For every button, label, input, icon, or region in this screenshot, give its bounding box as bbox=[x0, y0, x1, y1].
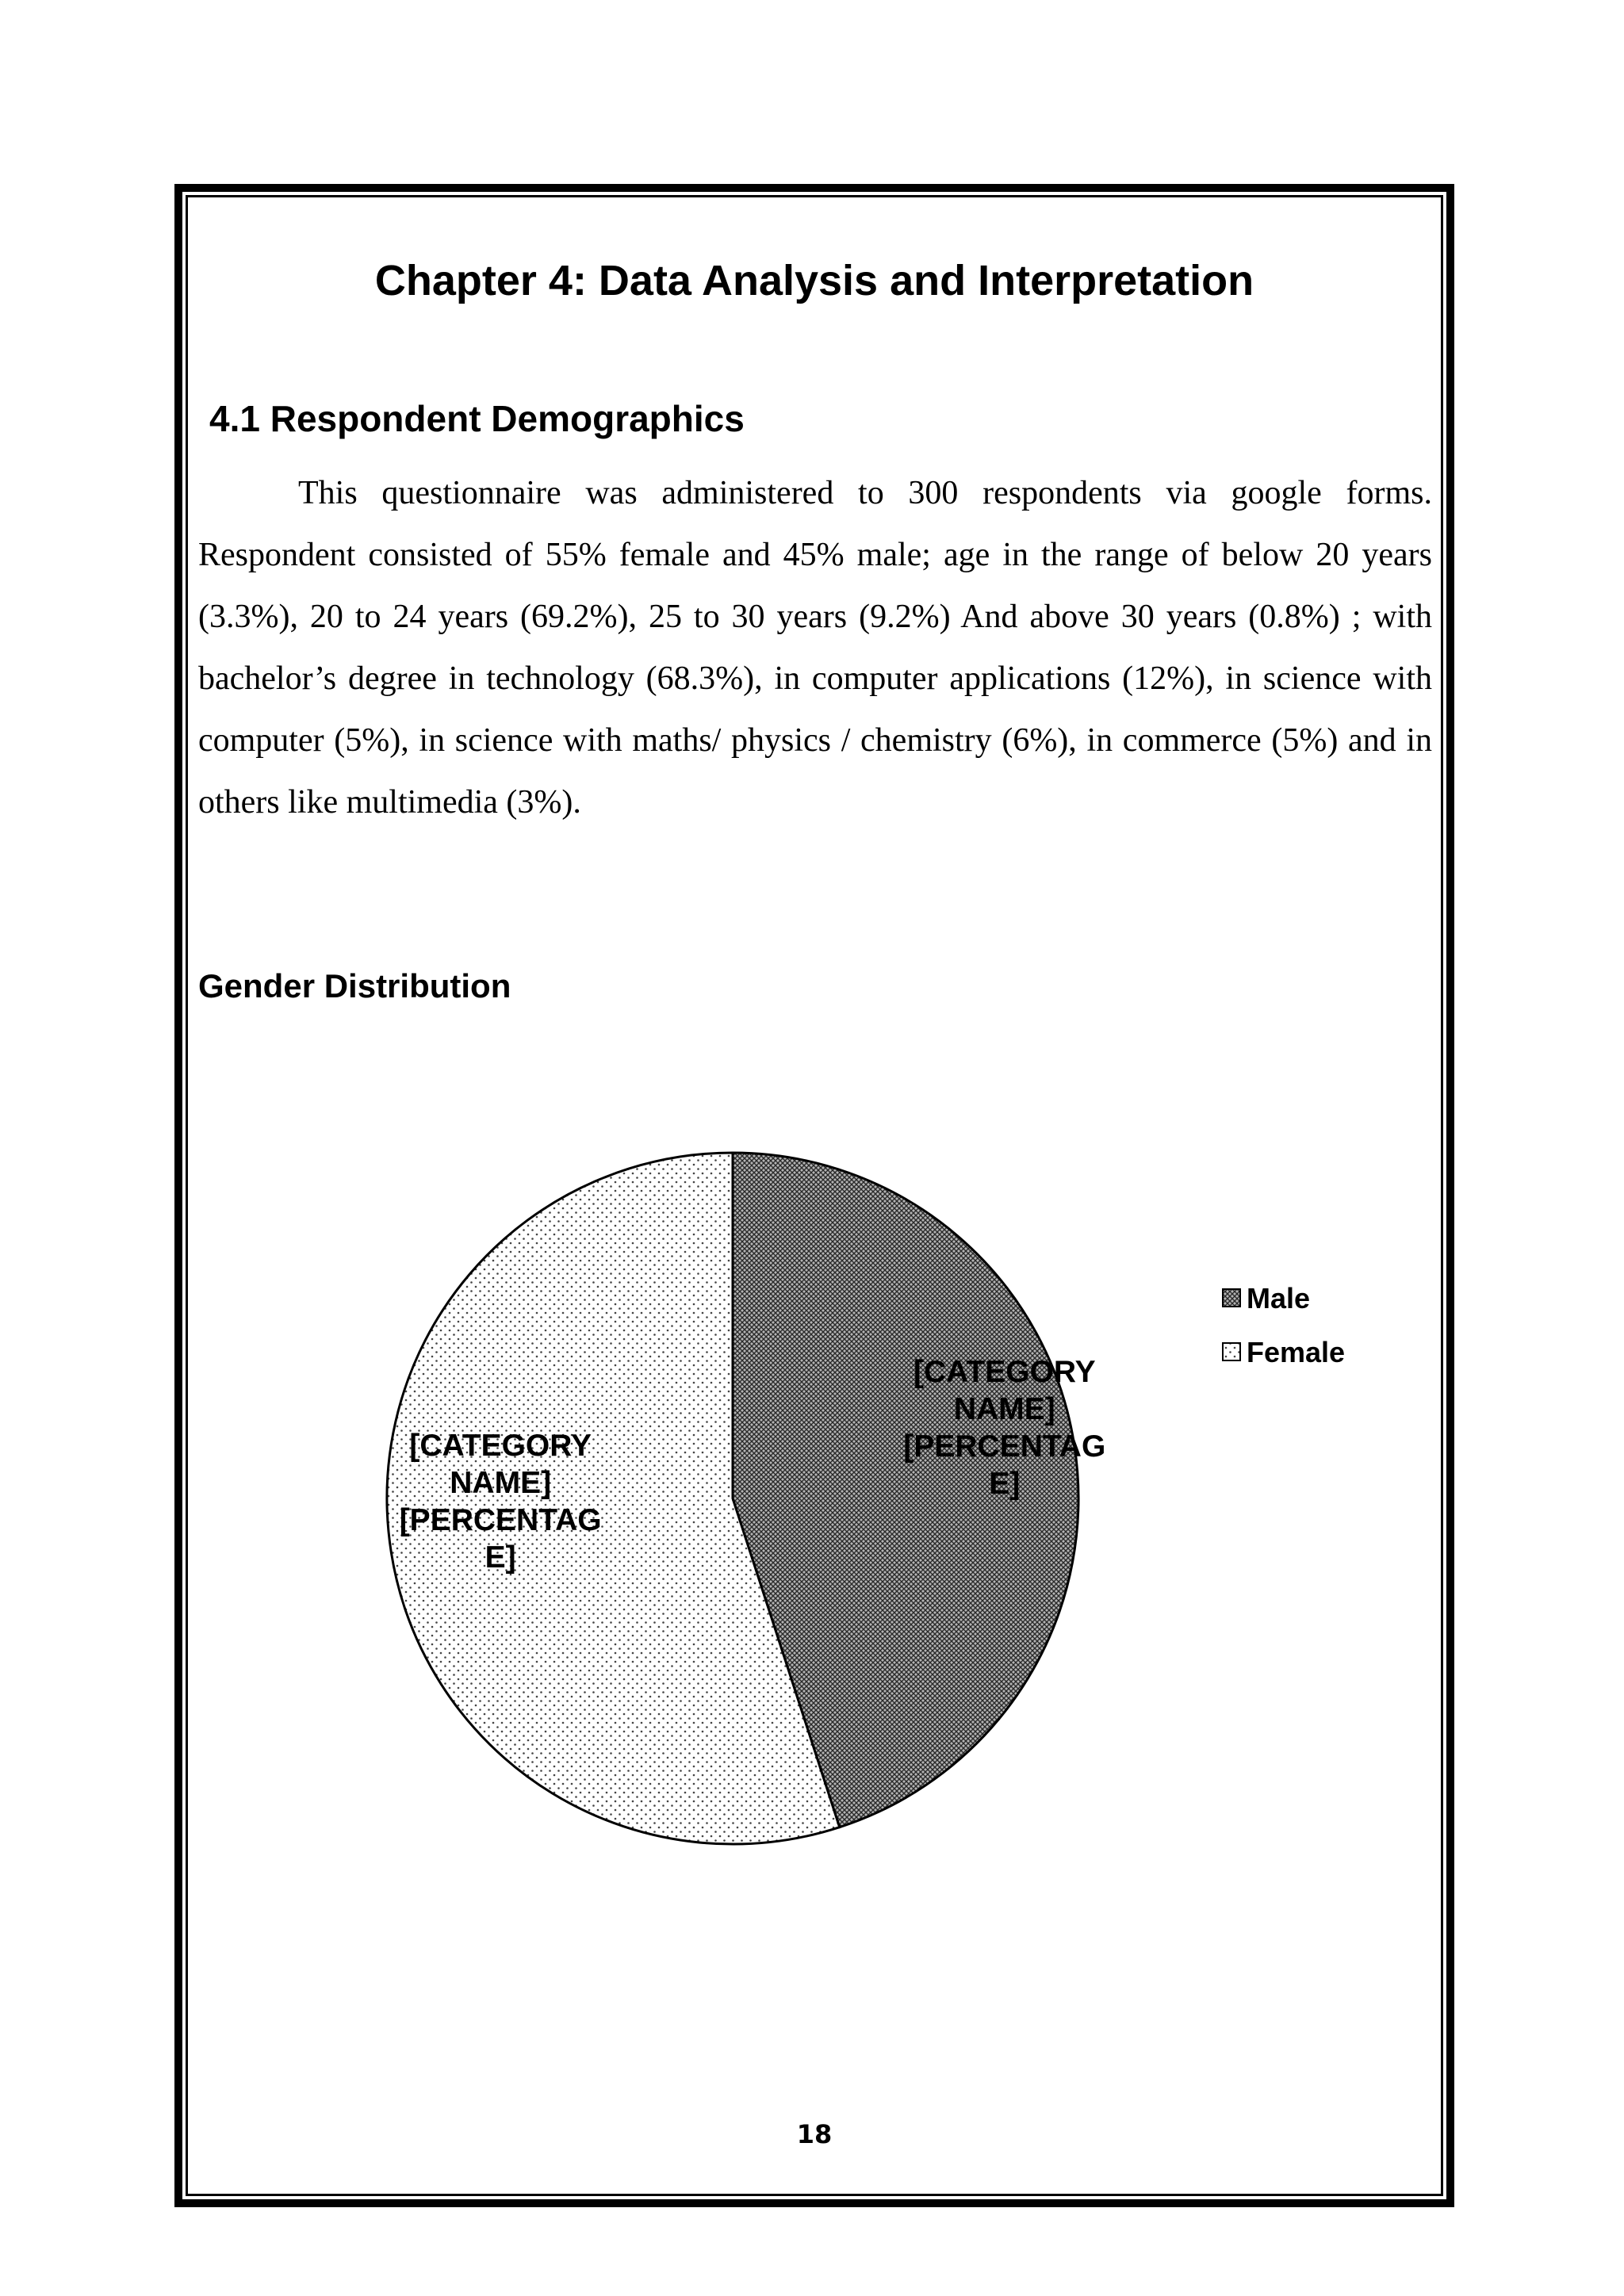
pie-data-label-male: [CATEGORY NAME] [PERCENTAG E] bbox=[903, 1355, 1106, 1502]
page-number: 18 bbox=[796, 2119, 833, 2149]
body-paragraph: This questionnaire was administered to 300 respondents via google forms. Respondent consisted of 55% female and 45% male; age in the range of below 20 years (3.3%), 20 to 24 years (69.2%), 25 to 30 years (9.2%) And above 30 years (0.8%) ; with bachelor’s degree in technology (68.3%), in computer applications (12%), in science with computer (5%), in science with maths/ physics / chemistry (6%), in commerce (5%) and in others like multimedia (3%). bbox=[198, 475, 1432, 821]
legend-swatch-male bbox=[1223, 1289, 1240, 1307]
gender-pie-chart bbox=[186, 1023, 1443, 1895]
chart-heading: Gender Distribution bbox=[198, 967, 511, 1004]
legend-label-male: Male bbox=[1247, 1282, 1311, 1314]
section-heading: 4.1 Respondent Demographics bbox=[209, 398, 745, 439]
legend-label-female: Female bbox=[1247, 1336, 1346, 1368]
chapter-title: Chapter 4: Data Analysis and Interpretation bbox=[374, 257, 1254, 304]
legend-swatch-female bbox=[1223, 1343, 1240, 1360]
pie-data-label-female: [CATEGORY NAME] [PERCENTAG E] bbox=[399, 1428, 602, 1575]
